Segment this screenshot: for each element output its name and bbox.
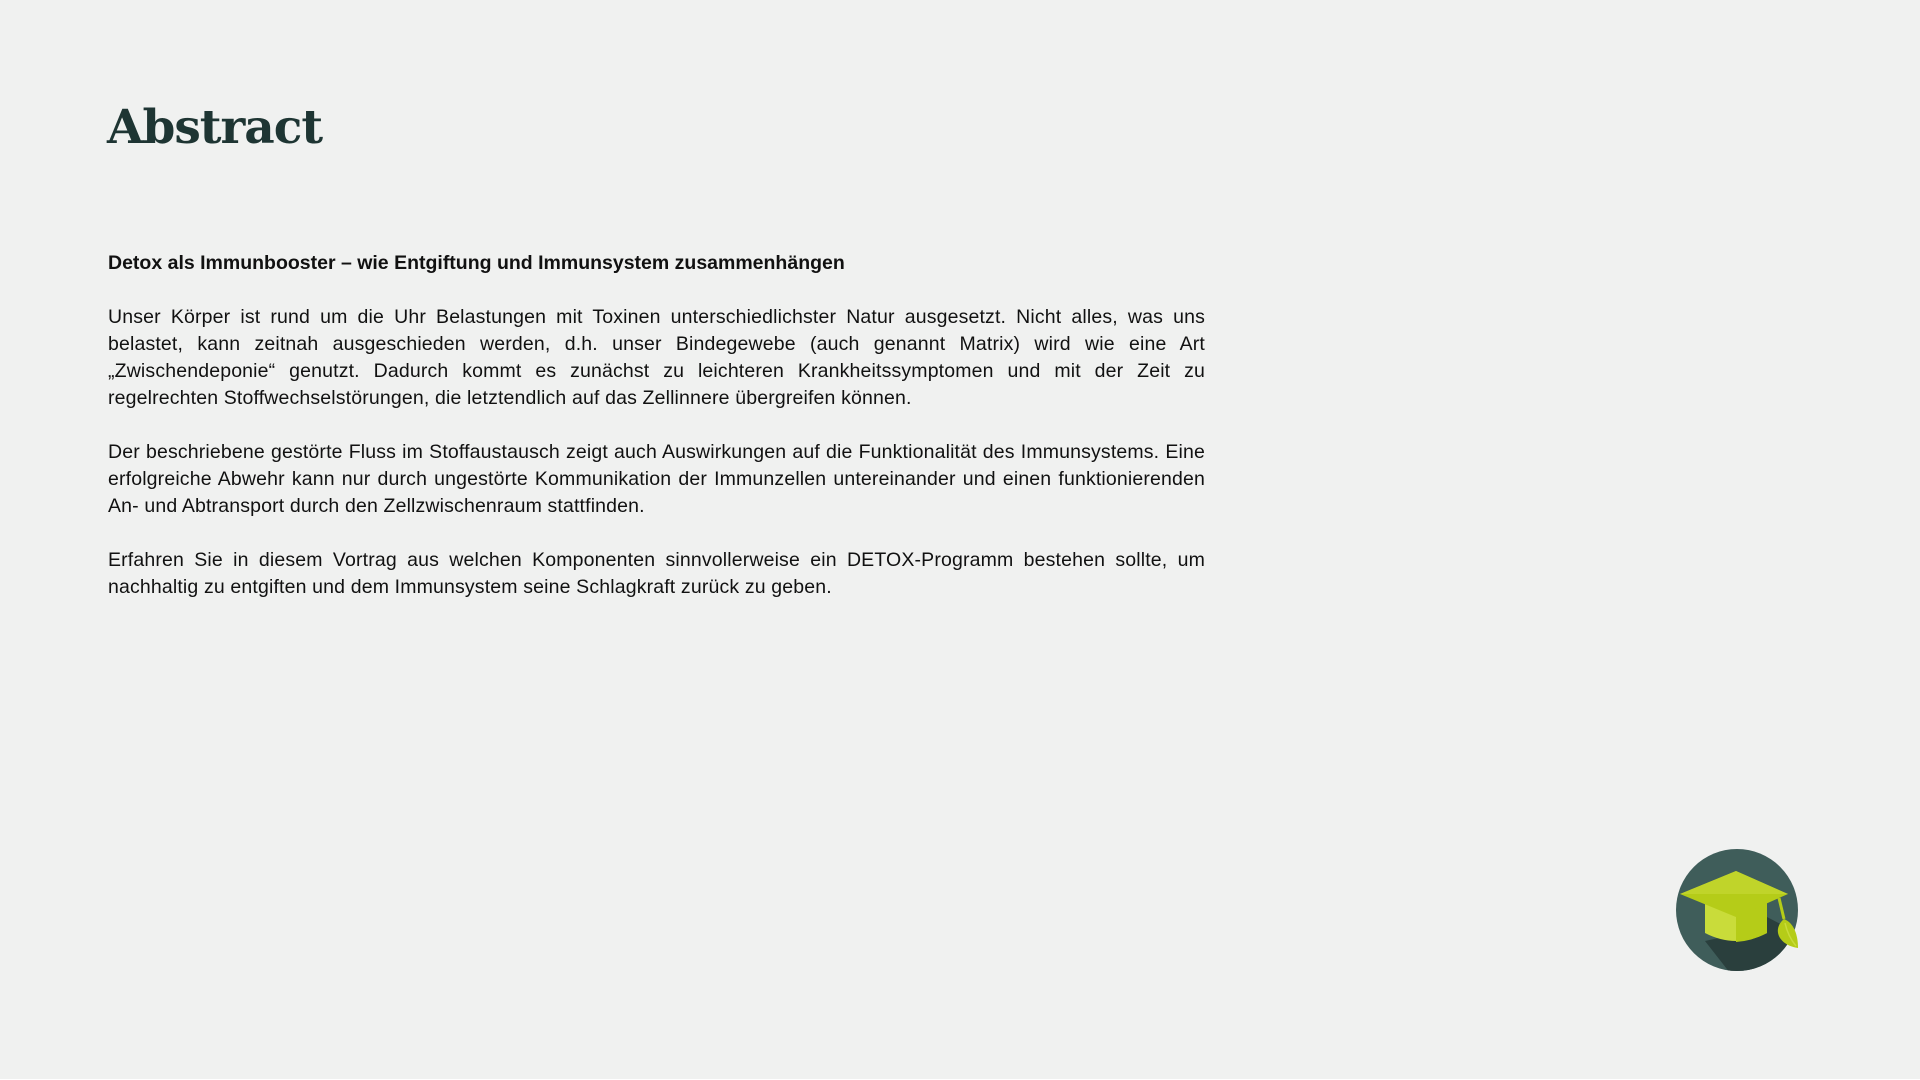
page-title: Abstract [107,100,323,155]
abstract-paragraph-3: Erfahren Sie in diesem Vortrag aus welchen Komponenten sinnvollerweise ein DETOX-Programm bestehen sollte, um nachhaltig zu entgiften und dem Immunsystem seine Schlagkraft zurück zu geben. [108,549,1205,598]
abstract-subheading: Detox als Immunbooster – wie Entgiftung und Immunsystem zusammenhängen [108,252,845,274]
abstract-paragraph-1: Unser Körper ist rund um die Uhr Belastungen mit Toxinen unterschiedlichster Natur ausgesetzt. Nicht alles, was uns belastet, kann zeitnah ausgeschieden werden, d.h. unser Bindegewebe (auch genannt Matrix) wird wie eine Art „Zwischendeponie“ genutzt. Dadurch kommt es zunächst zu leichteren Krankheitssymptomen und mit der Zeit zu regelrechten Stoffwechselstörungen, die letztendlich auf das Zellinnere übergreifen können. [108,306,1205,409]
abstract-content [108,250,1205,628]
abstract-paragraph-2: Der beschriebene gestörte Fluss im Stoffaustausch zeigt auch Auswirkungen auf die Funktionalität des Immunsystems. Eine erfolgreiche Abwehr kann nur durch ungestörte Kommunikation der Immunzellen untereinander und einen funktionierenden An- und Abtransport durch den Zellzwischenraum stattfinden. [108,441,1205,517]
graduation-cap-leaf-icon [1672,845,1812,975]
